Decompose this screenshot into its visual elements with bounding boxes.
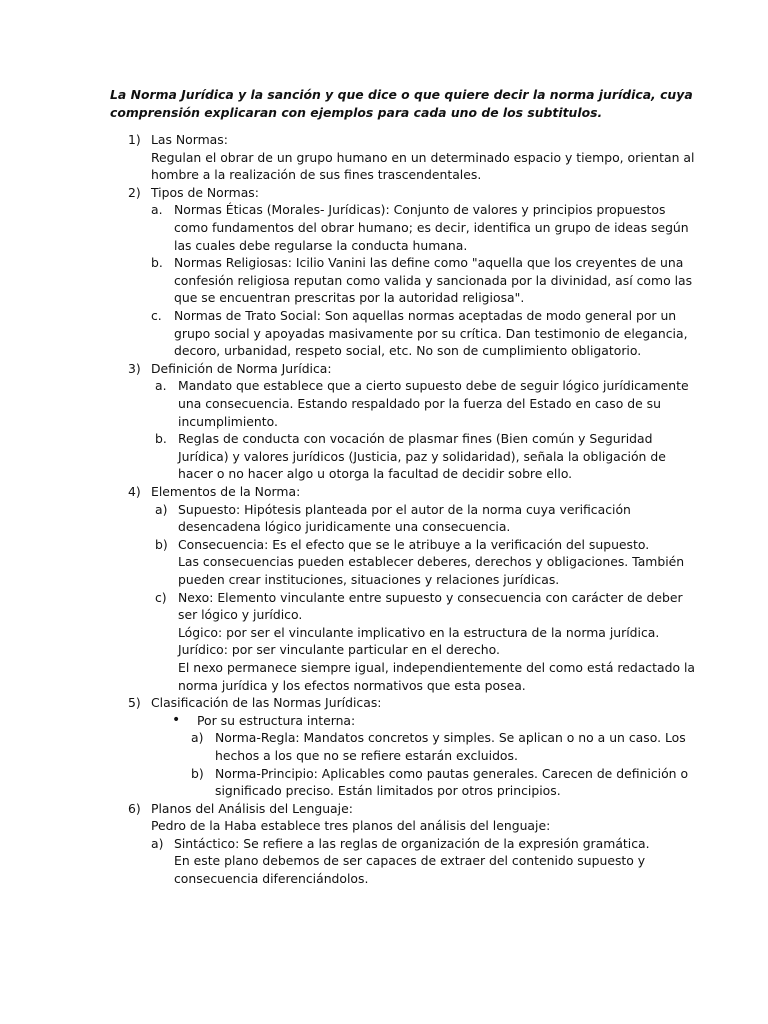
- list-item: [0, 131, 768, 184]
- list-item-text: [151, 184, 259, 202]
- list-marker: b.: [155, 431, 167, 447]
- text-line: Consecuencia: Es el efecto que se le atribuye a la verificación del supuesto.: [178, 536, 650, 552]
- list-item-text: [174, 254, 692, 307]
- list-item-text: [178, 589, 695, 695]
- text-line: hechos a los que no se refiere estarán excluidos.: [215, 747, 518, 763]
- list-item-text: [151, 800, 550, 835]
- list-item-text: [178, 430, 666, 483]
- bullet-icon: •: [172, 711, 181, 728]
- list-item-text: [174, 835, 650, 888]
- list-item-text: [197, 712, 355, 730]
- list-item: [0, 835, 768, 888]
- list-marker: a.: [155, 378, 167, 394]
- list-item-text: [178, 536, 684, 589]
- list-item: [0, 307, 768, 360]
- text-line: las cuales debe regularse la conducta humana.: [174, 237, 468, 253]
- list-item-text: [151, 360, 332, 378]
- list-marker: b): [155, 536, 168, 552]
- text-line: Nexo: Elemento vinculante entre supuesto y consecuencia con carácter de deber: [178, 589, 683, 605]
- document-body: [0, 131, 768, 888]
- text-line: Supuesto: Hipótesis planteada por el autor de la norma cuya verificación: [178, 501, 631, 517]
- list-marker: a.: [151, 202, 163, 218]
- list-item-text: [151, 694, 381, 712]
- text-line: En este plano debemos de ser capaces de extraer del contenido supuesto y: [174, 853, 646, 869]
- list-item-text: [178, 377, 689, 430]
- text-line: Sintáctico: Se refiere a las reglas de organización de la expresión gramática.: [174, 835, 650, 851]
- text-line: Normas de Trato Social: Son aquellas normas aceptadas de modo general por un: [174, 307, 677, 323]
- text-line: norma jurídica y los efectos normativos que esta posea.: [178, 677, 526, 693]
- text-line: como fundamentos del obrar humano; es decir, identifica un grupo de ideas según: [174, 219, 689, 235]
- list-item-text: [215, 729, 686, 764]
- text-line: Por su estructura interna:: [197, 712, 356, 728]
- list-item: [0, 360, 768, 378]
- list-item: [0, 184, 768, 202]
- list-marker: 6): [128, 800, 141, 816]
- text-line: Mandato que establece que a cierto supuesto debe de seguir lógico jurídicamente: [178, 378, 689, 394]
- text-line: Reglas de conducta con vocación de plasmar fines (Bien común y Seguridad: [178, 431, 653, 447]
- text-line: grupo social y apoyadas masivamente por su crítica. Dan testimonio de elegancia,: [174, 325, 688, 341]
- list-marker: a): [155, 501, 168, 517]
- list-marker: c.: [151, 307, 162, 323]
- list-item-text: [178, 501, 631, 536]
- list-marker: c): [155, 589, 167, 605]
- list-item: [0, 430, 768, 483]
- list-item: [0, 694, 768, 712]
- list-item-text: [215, 765, 688, 800]
- list-item: [0, 589, 768, 695]
- text-line: decoro, urbanidad, respeto social, etc. No son de cumplimiento obligatorio.: [174, 343, 642, 359]
- list-item-text: [174, 307, 688, 360]
- text-line: consecuencia diferenciándolos.: [174, 871, 369, 887]
- title-line: La Norma Jurídica y la sanción y que dice o que quiere decir la norma jurídica, cuya: [110, 87, 693, 102]
- text-line: Las consecuencias pueden establecer deberes, derechos y obligaciones. También: [178, 554, 685, 570]
- list-item: [0, 201, 768, 254]
- text-line: Norma-Regla: Mandatos concretos y simples. Se aplican o no a un caso. Los: [215, 730, 686, 746]
- list-item-text: [151, 483, 300, 501]
- list-marker: 5): [128, 695, 141, 711]
- text-line: Clasificación de las Normas Jurídicas:: [151, 695, 382, 711]
- text-line: una consecuencia. Estando respaldado por la fuerza del Estado en caso de su: [178, 395, 661, 411]
- list-marker: a): [151, 835, 164, 851]
- list-item: [0, 501, 768, 536]
- text-line: hacer o no hacer algo u otorga la facultad de decidir sobre ello.: [178, 466, 573, 482]
- list-item-text: [174, 201, 689, 254]
- text-line: Norma-Principio: Aplicables como pautas generales. Carecen de definición o: [215, 765, 689, 781]
- text-line: Las Normas:: [151, 132, 228, 147]
- text-line: Normas Éticas (Morales- Jurídicas): Conjunto de valores y principios propuestos: [174, 202, 666, 218]
- text-line: Normas Religiosas: Icilio Vanini las define como "aquella que los creyentes de una: [174, 255, 684, 271]
- text-line: que se encuentran prescritas por la autoridad religiosa".: [174, 290, 525, 306]
- list-marker: a): [191, 730, 204, 746]
- text-line: Jurídica) y valores jurídicos (Justicia, paz y solidaridad), señala la obligación de: [178, 448, 666, 464]
- list-marker: 2): [128, 184, 141, 200]
- text-line: Pedro de la Haba establece tres planos del análisis del lenguaje:: [151, 818, 551, 834]
- list-item: [0, 765, 768, 800]
- text-line: Planos del Análisis del Lenguaje:: [151, 800, 353, 816]
- list-item: [0, 712, 768, 730]
- document-title: [110, 86, 693, 121]
- text-line: Lógico: por ser el vinculante implicativo en la estructura de la norma jurídica.: [178, 624, 660, 640]
- list-marker: 3): [128, 360, 141, 376]
- list-marker: 4): [128, 483, 141, 499]
- text-line: desencadena lógico juridicamente una consecuencia.: [178, 519, 511, 535]
- list-item: [0, 377, 768, 430]
- text-line: hombre a la realización de sus fines trascendentales.: [151, 167, 482, 183]
- list-marker: 1): [128, 132, 141, 147]
- text-line: Jurídico: por ser vinculante particular en el derecho.: [178, 642, 500, 658]
- list-item: [0, 800, 768, 835]
- list-item: [0, 536, 768, 589]
- text-line: ser lógico y jurídico.: [178, 607, 303, 623]
- list-item: [0, 483, 768, 501]
- list-item: [0, 254, 768, 307]
- text-line: incumplimiento.: [178, 413, 278, 429]
- title-line: comprensión explicaran con ejemplos para cada uno de los subtitulos.: [110, 104, 603, 120]
- text-line: Definición de Norma Jurídica:: [151, 360, 332, 376]
- text-line: confesión religiosa reputan como valida y sancionada por la divinidad, así como las: [174, 272, 693, 288]
- text-line: pueden crear instituciones, situaciones y relaciones jurídicas.: [178, 571, 560, 587]
- text-line: Elementos de la Norma:: [151, 483, 301, 499]
- text-line: Tipos de Normas:: [151, 184, 259, 200]
- text-line: significado preciso. Están limitados por otros principios.: [215, 783, 561, 799]
- list-item-text: [151, 131, 694, 184]
- text-line: El nexo permanece siempre igual, independientemente del como está redactado la: [178, 659, 695, 675]
- list-marker: b): [191, 765, 204, 781]
- text-line: Regulan el obrar de un grupo humano en un determinado espacio y tiempo, orientan al: [151, 149, 695, 165]
- list-marker: b.: [151, 255, 163, 271]
- list-item: [0, 729, 768, 764]
